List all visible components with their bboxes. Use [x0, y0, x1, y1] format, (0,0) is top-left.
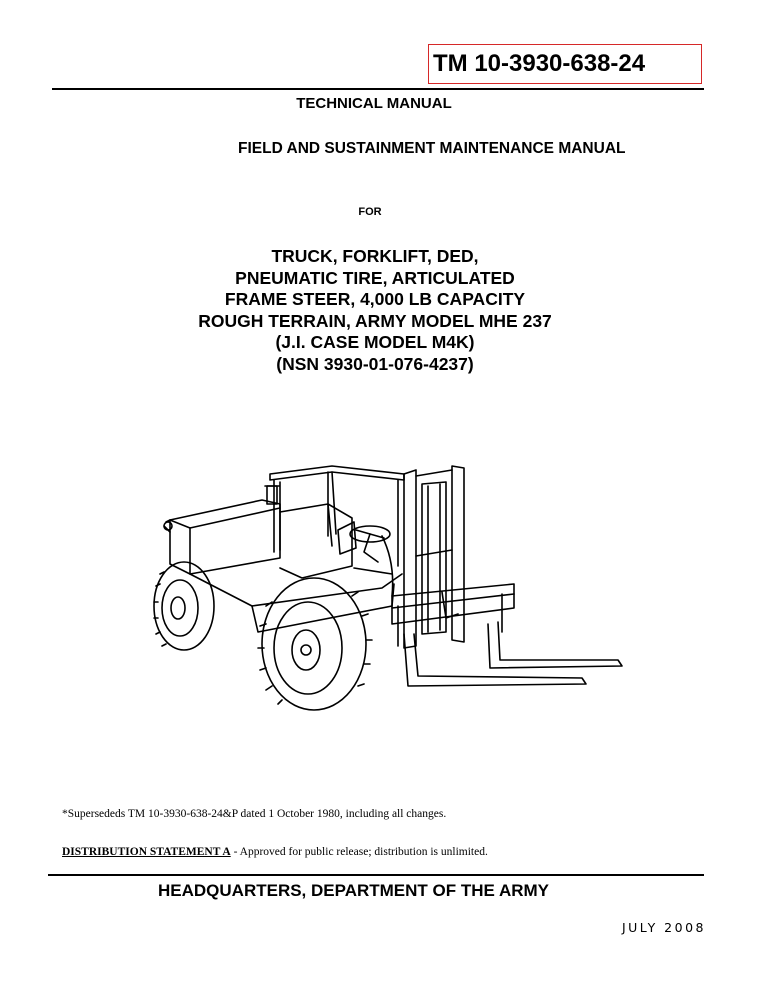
distribution-text: - Approved for public release; distribution is unlimited.: [230, 846, 488, 858]
forklift-illustration-icon: [142, 456, 632, 726]
publication-date: JULY 2008: [621, 920, 706, 935]
equipment-title: [160, 246, 590, 375]
title-line-1: TRUCK, FORKLIFT, DED,: [271, 246, 479, 266]
tm-number-box: [428, 44, 702, 84]
manual-type-heading: FIELD AND SUSTAINMENT MAINTENANCE MANUAL: [238, 140, 626, 157]
distribution-label: DISTRIBUTION STATEMENT A: [62, 846, 231, 858]
for-heading: FOR: [358, 206, 382, 218]
distribution-statement: [62, 846, 488, 858]
title-line-5: (J.I. CASE MODEL M4K): [275, 332, 475, 352]
technical-manual-heading: TECHNICAL MANUAL: [296, 95, 452, 112]
title-line-3: FRAME STEER, 4,000 LB CAPACITY: [224, 289, 526, 309]
top-rule: [52, 88, 704, 90]
title-line-2: PNEUMATIC TIRE, ARTICULATED: [235, 267, 515, 288]
tm-number: TM 10-3930-638-24: [433, 50, 646, 77]
title-line-4: ROUGH TERRAIN, ARMY MODEL MHE 237: [198, 310, 552, 331]
title-line-6: (NSN 3930-01-076-4237): [276, 353, 474, 374]
supersedes-note: *Supersededs TM 10-3930-638-24&P dated 1 October 1980, including all changes.: [62, 808, 447, 820]
bottom-rule: [48, 874, 704, 876]
headquarters-heading: HEADQUARTERS, DEPARTMENT OF THE ARMY: [158, 881, 549, 900]
